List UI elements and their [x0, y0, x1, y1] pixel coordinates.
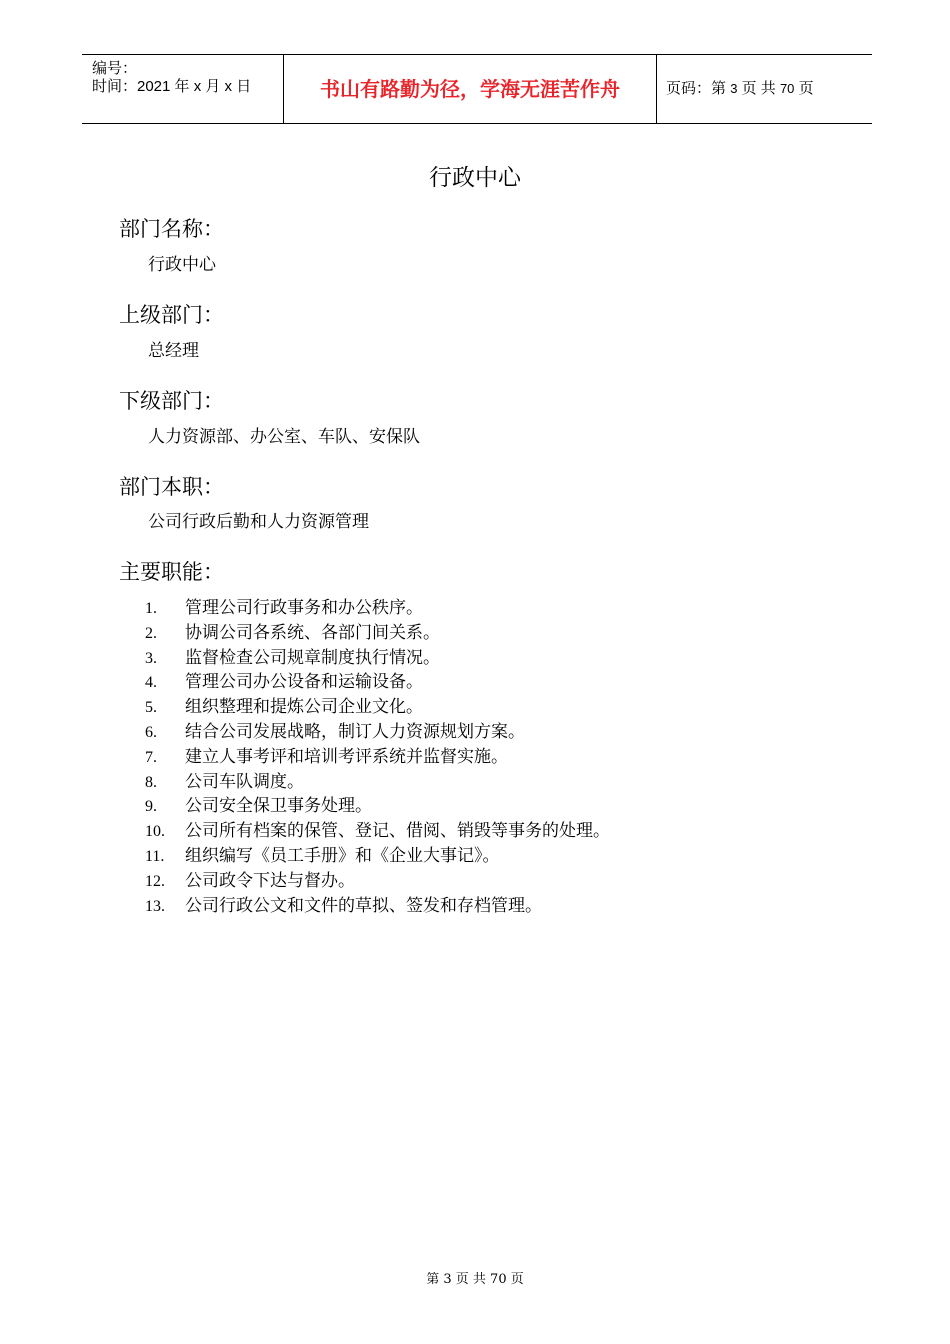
list-item-text: 公司安全保卫事务处理。	[185, 796, 372, 817]
list-item	[145, 621, 610, 646]
list-item-text: 公司政令下达与督办。	[185, 870, 355, 891]
list-item	[145, 869, 610, 894]
list-item-number: 2.	[145, 624, 157, 642]
list-item	[145, 894, 610, 919]
section-heading-dept-name: 部门名称：	[119, 217, 224, 241]
page-footer: 第 3 页 共 70 页	[426, 1272, 524, 1287]
page-current: 3	[730, 81, 738, 96]
list-item-number: 11.	[145, 847, 165, 865]
list-item-text: 管理公司行政事务和办公秩序。	[185, 598, 423, 618]
list-item-number: 1.	[145, 600, 157, 617]
page-suffix: 页	[798, 80, 814, 97]
header-page-info	[657, 55, 872, 123]
list-item-text: 监督检查公司规章制度执行情况。	[185, 647, 440, 668]
header-meta-cell	[82, 55, 284, 123]
section-content-dept-name: 行政中心	[148, 255, 216, 275]
list-item-text: 组织编写《员工手册》和《企业大事记》。	[185, 845, 500, 866]
section-content-responsibility: 公司行政后勤和人力资源管理	[148, 512, 369, 532]
document-number-label: 编号：	[92, 60, 138, 77]
list-item-number: 9.	[145, 798, 157, 816]
list-item	[145, 596, 610, 621]
list-item-number: 10.	[145, 823, 165, 841]
section-heading-superior: 上级部门：	[119, 303, 224, 327]
list-item-number: 7.	[145, 748, 157, 766]
list-item	[145, 794, 610, 819]
list-item-number: 3.	[145, 649, 157, 667]
list-item-number: 6.	[145, 723, 157, 741]
functions-list	[145, 596, 610, 918]
list-item	[145, 844, 610, 869]
list-item-text: 公司行政公文和文件的草拟、签发和存档管理。	[185, 895, 542, 916]
list-item	[145, 646, 610, 671]
list-item	[145, 695, 610, 720]
page-header	[82, 54, 872, 124]
list-item-number: 5.	[145, 699, 157, 717]
list-item-number: 12.	[145, 872, 165, 890]
list-item	[145, 745, 610, 770]
list-item	[145, 770, 610, 795]
section-heading-functions: 主要职能：	[119, 560, 224, 584]
section-heading-subordinate: 下级部门：	[119, 389, 224, 413]
list-item-text: 管理公司办公设备和运输设备。	[185, 672, 423, 693]
list-item-text: 公司车队调度。	[185, 771, 304, 792]
section-content-subordinate: 人力资源部、办公室、车队、安保队	[148, 427, 420, 447]
list-item-text: 建立人事考评和培训考评系统并监督实施。	[185, 746, 508, 767]
list-item-text: 结合公司发展战略，制订人力资源规划方案。	[185, 721, 525, 742]
list-item-text: 组织整理和提炼公司企业文化。	[185, 697, 423, 718]
page-prefix: 页码：第	[666, 80, 727, 97]
document-time-label: 时间：2021 年 x 月 x 日	[92, 78, 252, 95]
list-item	[145, 720, 610, 745]
list-item	[145, 670, 610, 695]
document-title: 行政中心	[429, 165, 521, 191]
list-item-number: 8.	[145, 773, 157, 791]
list-item-text: 公司所有档案的保管、登记、借阅、销毁等事务的处理。	[185, 821, 610, 842]
list-item-number: 13.	[145, 897, 165, 915]
section-content-superior: 总经理	[148, 341, 199, 361]
section-heading-responsibility: 部门本职：	[119, 475, 224, 499]
list-item-text: 协调公司各系统、各部门间关系。	[185, 622, 440, 643]
list-item	[145, 819, 610, 844]
page-mid: 页 共	[741, 80, 776, 97]
page-total: 70	[779, 81, 795, 96]
list-item-number: 4.	[145, 674, 157, 692]
header-motto: 书山有路勤为径，学海无涯苦作舟	[284, 55, 657, 123]
